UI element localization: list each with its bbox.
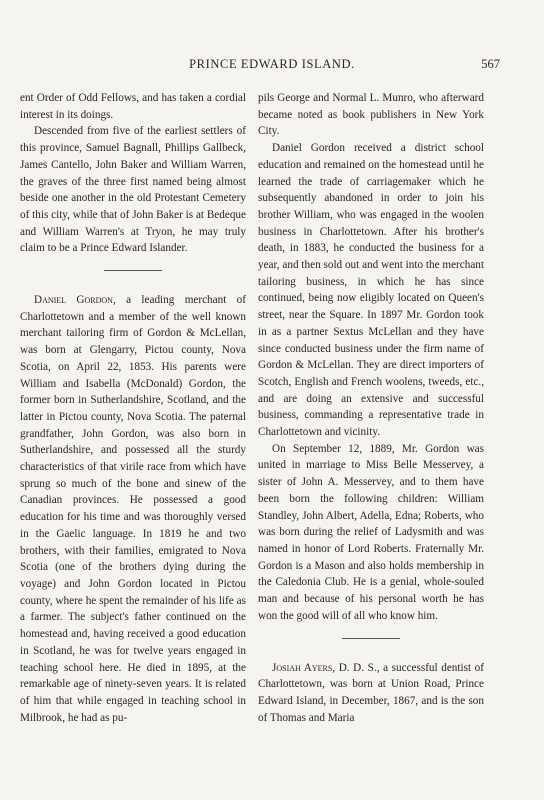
biography-name: Daniel Gordon [34, 294, 113, 307]
biography-text: , a successful dentist of Charlottetown, was born at Union Road, Prince Edward Island, in December, 1867, and is the son of Thomas and Maria [258, 661, 484, 724]
paragraph-ancestry: Descended from five of the earliest settlers of this province, Samuel Bagnall, Phillips Gallbeck, James Cantello, John Baker and William Warren, the graves of the three first named being almost beside one another in the old Protestant Cemetery of this city, while that of John Baker is at Bedeque and William Warren's at Tryon, he may truly claim to be a Prince Edward Islander. [20, 125, 246, 255]
section-divider [104, 270, 162, 271]
section-divider [342, 638, 400, 639]
biography-name: Josiah Ayers, D. D. S. [272, 661, 377, 674]
biography-text: , a leading merchant of Charlottetown and a member of the well known merchant tailoring firm of Gordon & McLellan, was born at Glengarry, Pictou county, Nova Scotia, on April 22, 1853. His parents were William and Isabella (McDonald) Gordon, the former born in Sutherlandshire, Scotland, and the latter in Pictou county, Nova Scotia. The paternal grandfather, John Gordon, was also born in Sutherlandshire, and possessed all the sturdy characteristics of that virile race from which have sprung so much of the bone and sinew of the Canadian provinces. He possessed a good education for his time and was thoroughly versed in the Gaelic language. In 1819 he and two brothers, with their families, emigrated to Nova Scotia (one of the brothers dying during the voyage) and John Gordon located in Pictou county, where he spent the remainder of his life as a farmer. The subject's father continued on the homestead and, having received a good education in Scotland, he was for twelve years engaged in teaching school here. He died in 1895, at the remarkable age of ninety-seven years. It is related of him that while engaged in teaching school in Milbrook, he had as pu- [20, 294, 246, 724]
paragraph-continued: ent Order of Odd Fellows, and has taken a cordial interest in its doings. [20, 92, 246, 121]
paragraph-family: On September 12, 1889, Mr. Gordon was united in marriage to Miss Belle Messervey, a sister of John A. Messervey, and to them have been born the following children: William Standley, John Albert, Adella, Edna; Roberts, who was born during the relief of Ladysmith and was named in honor of Lord Roberts. Fraternally Mr. Gordon is a Mason and also holds membership in the Caledonia Club. He is a genial, whole-souled man and because of his personal worth he has won the good will of all who know him. [258, 442, 484, 622]
right-column [258, 90, 484, 726]
paragraph-josiah-ayers [258, 660, 484, 727]
page-header [0, 57, 544, 77]
paragraph-business: Daniel Gordon received a district school education and remained on the homestead until he learned the trade of carriagemaker which he subsequently abandoned in order to join his brother William, who was engaged in the woolen business in Charlottetown. After his brother's death, in 1883, he conducted the business for a year, and then sold out and went into the merchant tailoring business, in which he has since continued, being now eligibly located on Queen's street, near the Square. In 1897 Mr. Gordon took in as a partner Sextus McLellan and they have since conducted business under the firm name of Gordon & McLellan. They are direct importers of Scotch, English and French woolens, tweeds, etc., and are doing an extensive and successful business, commanding a representative trade in Charlottetown and vicinity. [258, 142, 484, 439]
running-title: PRINCE EDWARD ISLAND. [189, 57, 355, 71]
page-number: 567 [481, 57, 500, 71]
paragraph-continued: pils George and Normal L. Munro, who afterward became noted as book publishers in New York City. [258, 92, 484, 138]
paragraph-daniel-gordon [20, 292, 246, 726]
left-column [20, 90, 246, 726]
